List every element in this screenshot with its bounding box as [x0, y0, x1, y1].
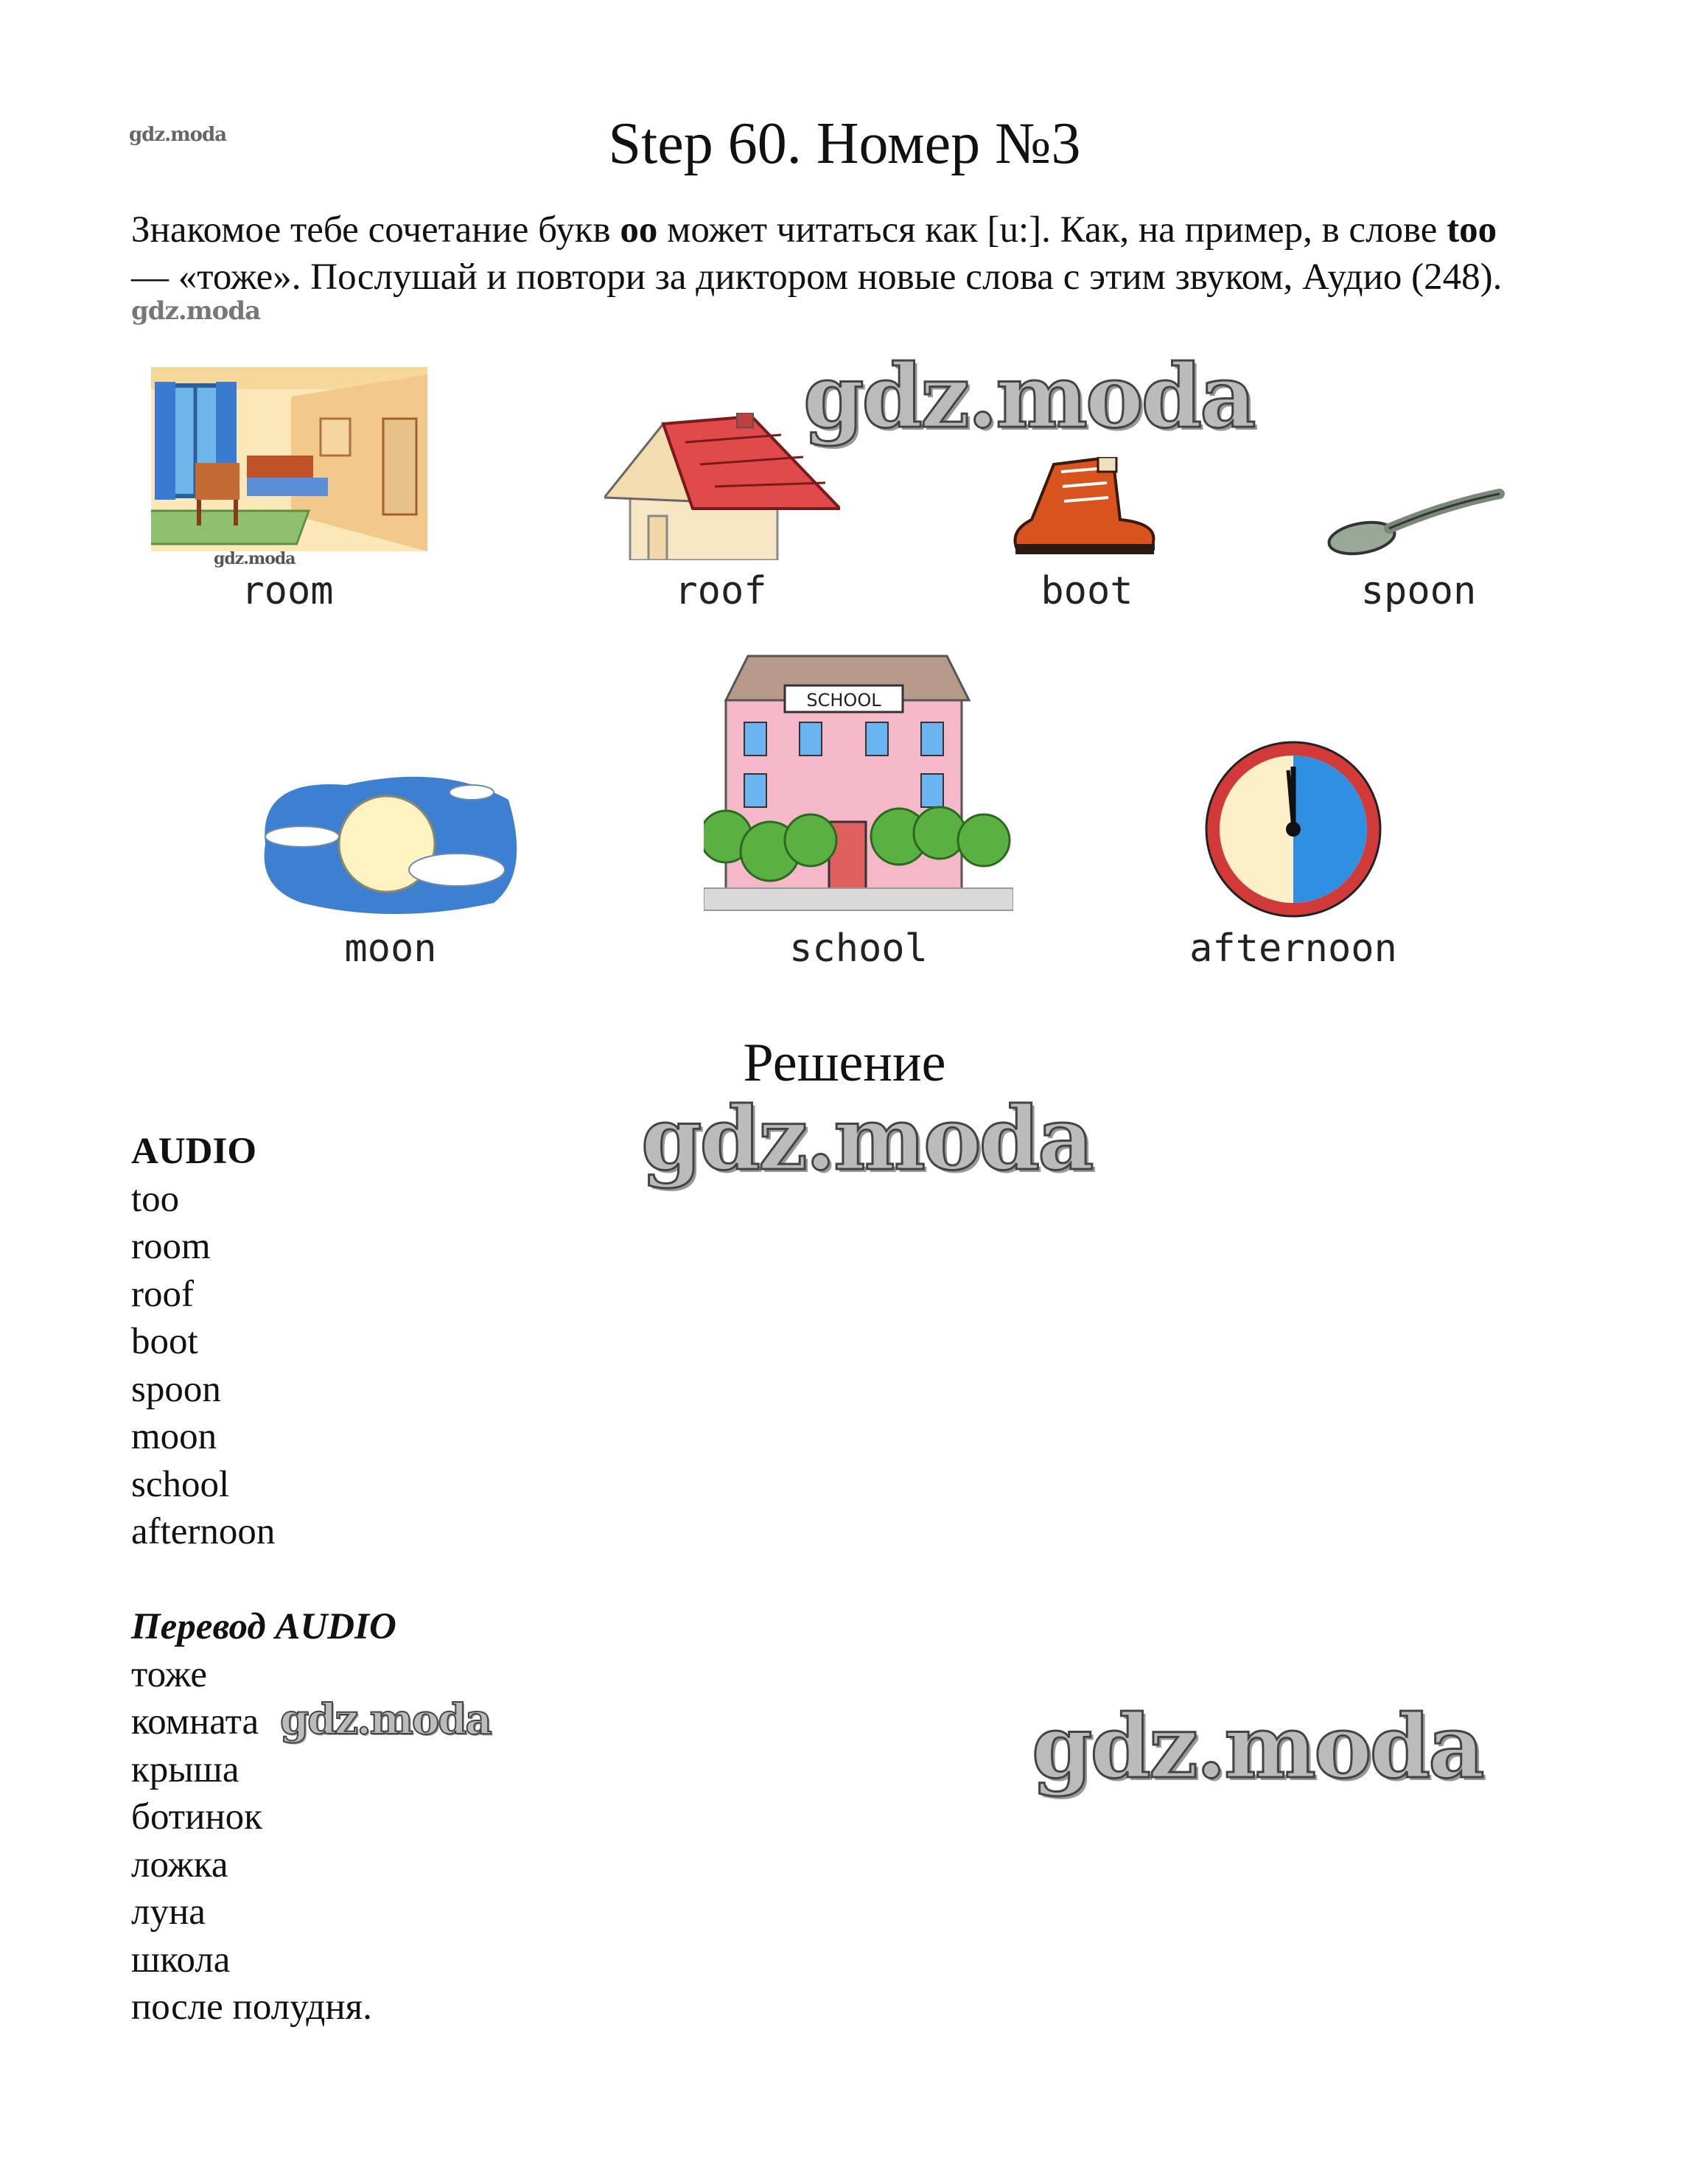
caption-afternoon: afternoon: [1189, 927, 1397, 971]
list-item: школа: [131, 1939, 231, 1981]
intro-bold-oo: oo: [620, 209, 658, 251]
list-item: afternoon: [131, 1511, 276, 1552]
spoon-icon: [1326, 483, 1511, 557]
list-item: too: [131, 1178, 180, 1220]
roof-icon: [604, 413, 840, 560]
list-item: ботинок: [131, 1796, 262, 1838]
boot-icon: [1010, 457, 1157, 557]
solution-heading: Решение: [743, 1033, 946, 1093]
caption-roof: roof: [674, 569, 767, 613]
list-item: луна: [131, 1891, 206, 1933]
school-sign: SCHOOL: [806, 690, 881, 711]
watermark-small: gdz.moda: [129, 124, 227, 146]
intro-text-1: Знакомое тебе сочетание букв: [131, 209, 620, 251]
watermark-big: gdz.moda: [641, 1087, 1092, 1190]
intro-bold-too: too: [1447, 209, 1497, 251]
watermark-big: gdz.moda: [803, 345, 1254, 447]
watermark-small: gdz.moda: [214, 549, 296, 568]
list-item: крыша: [131, 1748, 239, 1790]
audio-list: [131, 1128, 275, 1556]
moon-icon: [258, 770, 523, 918]
list-item: boot: [131, 1321, 198, 1362]
caption-moon: moon: [344, 927, 437, 971]
intro-text-2: может читаться как [u:]. Как, на пример, в слове: [657, 209, 1447, 251]
intro-text-3: — «тоже». Послушай и повтори за диктором новые слова с этим звуком, Аудио (248).: [131, 257, 1503, 298]
intro-paragraph: [131, 206, 1531, 301]
school-icon: [704, 641, 1013, 921]
list-item: roof: [131, 1273, 194, 1315]
clock-icon: [1201, 737, 1385, 921]
list-item: ложка: [131, 1843, 228, 1885]
list-item: spoon: [131, 1368, 221, 1410]
translation-heading: Перевод AUDIO: [131, 1606, 396, 1647]
list-item: room: [131, 1226, 211, 1267]
page-title: Step 60. Номер №3: [608, 111, 1081, 176]
caption-room: room: [241, 569, 334, 613]
watermark-mid: gdz.moda: [280, 1695, 491, 1744]
caption-school: school: [789, 927, 928, 971]
list-item: тоже: [131, 1653, 208, 1695]
room-icon: [151, 367, 427, 551]
list-item: school: [131, 1463, 230, 1505]
caption-spoon: spoon: [1360, 569, 1477, 613]
list-item: после полудня.: [131, 1986, 372, 2028]
caption-boot: boot: [1041, 569, 1133, 613]
audio-heading: AUDIO: [131, 1131, 257, 1172]
list-item: moon: [131, 1416, 217, 1457]
translation-list: [131, 1603, 396, 2031]
watermark-big: gdz.moda: [1032, 1695, 1483, 1798]
watermark-small: gdz.moda: [131, 296, 261, 326]
list-item: комната: [131, 1701, 259, 1742]
